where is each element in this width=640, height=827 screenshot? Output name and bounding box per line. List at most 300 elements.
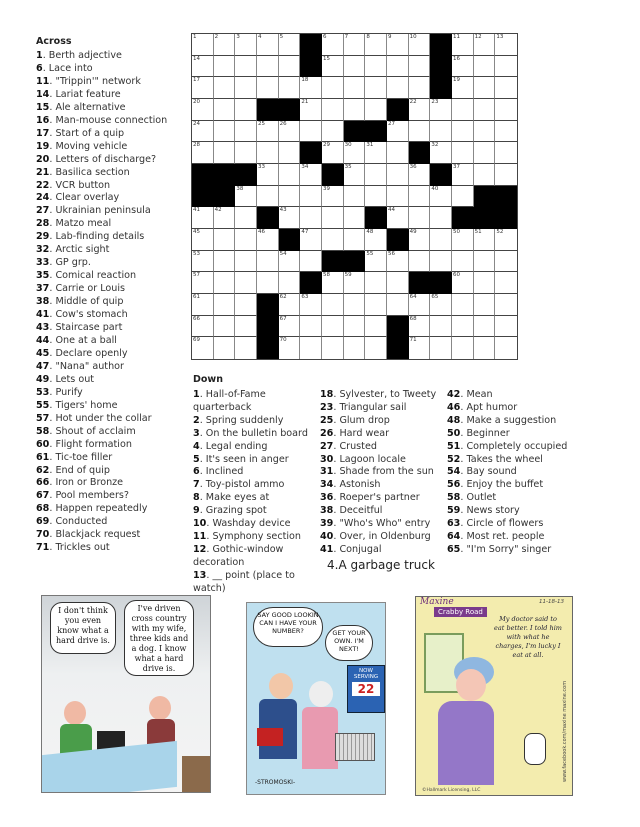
grid-cell[interactable] <box>322 142 344 164</box>
grid-cell[interactable] <box>409 121 431 143</box>
grid-cell[interactable] <box>322 77 344 99</box>
grid-cell[interactable] <box>344 294 366 316</box>
grid-cell[interactable] <box>474 164 496 186</box>
grid-cell[interactable] <box>300 164 322 186</box>
clue-text: . Letters of discharge? <box>49 153 157 165</box>
cell-number: 2 <box>214 34 219 40</box>
grid-cell[interactable] <box>344 164 366 186</box>
cell-number: 30 <box>344 142 352 149</box>
clue-item <box>193 492 318 505</box>
grid-cell[interactable] <box>257 77 279 99</box>
clue-text: . Matzo meal <box>49 218 112 230</box>
clue-text: . Man-mouse connection <box>49 114 168 126</box>
grid-cell[interactable] <box>409 99 431 121</box>
grid-cell[interactable] <box>409 164 431 186</box>
grid-cell[interactable] <box>192 77 214 99</box>
grid-cell[interactable] <box>387 186 409 208</box>
grid-cell[interactable] <box>192 142 214 164</box>
grid-cell[interactable] <box>495 229 517 251</box>
grid-cell[interactable] <box>214 121 236 143</box>
down-heading: Down <box>193 374 223 385</box>
black-square <box>279 229 301 251</box>
grid-cell[interactable] <box>452 77 474 99</box>
grid-cell[interactable] <box>235 56 257 78</box>
grid-cell[interactable] <box>257 121 279 143</box>
grid-cell[interactable] <box>365 229 387 251</box>
grid-cell[interactable] <box>495 99 517 121</box>
grid-cell[interactable] <box>235 186 257 208</box>
grid-cell[interactable] <box>387 272 409 294</box>
clue-text: . Hard wear <box>333 427 390 439</box>
clue-number: 11 <box>193 530 207 542</box>
grid-cell[interactable] <box>214 294 236 316</box>
clue-text: . Make a suggestion <box>460 414 557 426</box>
grid-cell[interactable] <box>452 164 474 186</box>
clue-item <box>36 413 186 426</box>
cell-number: 54 <box>279 250 287 257</box>
grid-cell[interactable] <box>235 251 257 273</box>
black-square <box>387 229 409 251</box>
grid-cell[interactable] <box>322 337 344 359</box>
clue-text: . Lets out <box>49 373 95 385</box>
clue-text: . "Trippin'" network <box>49 75 141 87</box>
grid-cell[interactable] <box>279 34 301 56</box>
grid-cell[interactable] <box>365 186 387 208</box>
grid-cell[interactable] <box>409 251 431 273</box>
grid-cell[interactable] <box>452 337 474 359</box>
clue-number: 25 <box>320 414 334 426</box>
grid-cell[interactable] <box>452 34 474 56</box>
grid-cell[interactable] <box>452 251 474 273</box>
grid-cell[interactable] <box>235 272 257 294</box>
grid-cell[interactable] <box>495 337 517 359</box>
cell-number: 53 <box>193 250 200 257</box>
grid-cell[interactable] <box>235 294 257 316</box>
grid-cell[interactable] <box>279 186 301 208</box>
grid-cell[interactable] <box>300 99 322 121</box>
clue-item <box>193 518 318 531</box>
clue-text: . __ point (place to watch) <box>193 569 295 594</box>
grid-cell[interactable] <box>192 207 214 229</box>
clue-item <box>447 389 587 402</box>
grid-cell[interactable] <box>300 121 322 143</box>
grid-cell[interactable] <box>474 229 496 251</box>
grid-cell[interactable] <box>474 337 496 359</box>
black-square <box>257 294 279 316</box>
grid-cell[interactable] <box>322 272 344 294</box>
grid-cell[interactable] <box>495 56 517 78</box>
maxine-dress <box>438 701 494 785</box>
black-square <box>344 121 366 143</box>
grid-cell[interactable] <box>387 34 409 56</box>
grid-cell[interactable] <box>452 186 474 208</box>
grid-cell[interactable] <box>322 294 344 316</box>
speech-bubble: GET YOUR OWN. I'M NEXT! <box>325 625 373 661</box>
grid-cell[interactable] <box>409 186 431 208</box>
cell-number: 26 <box>279 120 287 127</box>
grid-cell[interactable] <box>279 272 301 294</box>
clue-number: 65 <box>447 543 461 555</box>
grid-cell[interactable] <box>344 142 366 164</box>
speech-bubble: I don't think you even know what a hard drive is. <box>50 602 116 654</box>
grid-cell[interactable] <box>300 316 322 338</box>
grid-cell[interactable] <box>474 56 496 78</box>
grid-cell[interactable] <box>452 56 474 78</box>
grid-cell[interactable] <box>387 164 409 186</box>
cell-number: 57 <box>193 272 200 279</box>
grid-cell[interactable] <box>430 337 452 359</box>
clue-item <box>36 128 186 141</box>
grid-cell[interactable] <box>495 251 517 273</box>
grid-cell[interactable] <box>214 229 236 251</box>
clue-number: 43 <box>36 322 50 334</box>
clue-item <box>193 466 318 479</box>
cell-number: 28 <box>193 142 200 149</box>
cell-number: 63 <box>301 293 309 300</box>
grid-cell[interactable] <box>430 142 452 164</box>
grid-cell[interactable] <box>452 142 474 164</box>
grid-cell[interactable] <box>192 294 214 316</box>
grid-cell[interactable] <box>322 34 344 56</box>
shopping-basket <box>257 728 283 746</box>
grid-cell[interactable] <box>344 272 366 294</box>
grid-cell[interactable] <box>235 99 257 121</box>
grid-cell[interactable] <box>235 337 257 359</box>
grid-cell[interactable] <box>387 142 409 164</box>
clue-text: . Legal ending <box>199 440 268 452</box>
clue-number: 42 <box>447 389 461 400</box>
grid-cell[interactable] <box>214 77 236 99</box>
grid-cell[interactable] <box>279 56 301 78</box>
grid-cell[interactable] <box>365 142 387 164</box>
grid-cell[interactable] <box>300 251 322 273</box>
cell-number: 40 <box>431 185 439 192</box>
grid-cell[interactable] <box>257 34 279 56</box>
clue-number: 58 <box>36 425 50 437</box>
grid-cell[interactable] <box>474 77 496 99</box>
grid-cell[interactable] <box>387 207 409 229</box>
clue-number: 31 <box>320 466 334 478</box>
clue-text: . Middle of quip <box>49 296 124 308</box>
grid-cell[interactable] <box>452 229 474 251</box>
clue-item <box>193 454 318 467</box>
now-serving-cartoon <box>246 602 386 795</box>
grid-cell[interactable] <box>452 316 474 338</box>
grid-cell[interactable] <box>300 186 322 208</box>
clue-item <box>320 531 445 544</box>
clue-item <box>447 454 587 467</box>
grid-cell[interactable] <box>257 251 279 273</box>
grid-cell[interactable] <box>452 294 474 316</box>
strip-title: Crabby Road <box>434 607 487 617</box>
grid-cell[interactable] <box>495 316 517 338</box>
clue-text: . Hall-of-Fame quarterback <box>193 389 266 413</box>
grid-cell[interactable] <box>344 99 366 121</box>
grid-cell[interactable] <box>344 77 366 99</box>
grid-cell[interactable] <box>257 164 279 186</box>
grid-cell[interactable] <box>279 294 301 316</box>
clue-text: . Deceitful <box>333 505 383 517</box>
clue-item <box>36 63 186 76</box>
grid-cell[interactable] <box>344 186 366 208</box>
grid-cell[interactable] <box>452 121 474 143</box>
clue-item <box>36 89 186 102</box>
clue-item <box>320 389 445 402</box>
grid-cell[interactable] <box>409 337 431 359</box>
grid-cell[interactable] <box>322 207 344 229</box>
clue-text: . Symphony section <box>206 530 301 542</box>
grid-cell[interactable] <box>409 229 431 251</box>
clue-item <box>320 492 445 505</box>
grid-cell[interactable] <box>235 34 257 56</box>
grid-cell[interactable] <box>235 121 257 143</box>
grid-cell[interactable] <box>409 34 431 56</box>
grid-cell[interactable] <box>192 99 214 121</box>
grid-cell[interactable] <box>344 34 366 56</box>
man-head <box>149 696 171 720</box>
grid-cell[interactable] <box>322 316 344 338</box>
caption: My doctor said to eat better. I told him with what he charges, I'm lucky I eat at all. <box>494 615 562 659</box>
grid-cell[interactable] <box>257 229 279 251</box>
grid-cell[interactable] <box>452 99 474 121</box>
grid-cell[interactable] <box>495 121 517 143</box>
grid-cell[interactable] <box>322 99 344 121</box>
clue-item <box>320 454 445 467</box>
grid-cell[interactable] <box>474 251 496 273</box>
clue-item <box>36 50 186 63</box>
cell-number: 66 <box>193 315 200 322</box>
grid-cell[interactable] <box>365 99 387 121</box>
grid-cell[interactable] <box>495 142 517 164</box>
black-square <box>257 316 279 338</box>
grid-cell[interactable] <box>387 121 409 143</box>
grid-cell[interactable] <box>300 229 322 251</box>
grid-cell[interactable] <box>192 56 214 78</box>
across-clues <box>36 36 186 555</box>
clue-number: 56 <box>447 479 461 491</box>
grid-cell[interactable] <box>279 164 301 186</box>
grid-cell[interactable] <box>365 316 387 338</box>
grid-cell[interactable] <box>344 337 366 359</box>
grid-cell[interactable] <box>257 186 279 208</box>
grid-cell[interactable] <box>495 272 517 294</box>
grid-cell[interactable] <box>322 121 344 143</box>
grid-cell[interactable] <box>452 272 474 294</box>
grid-cell[interactable] <box>279 142 301 164</box>
clue-text: . Completely occupied <box>460 440 568 452</box>
black-square <box>257 99 279 121</box>
grid-cell[interactable] <box>430 229 452 251</box>
grid-cell[interactable] <box>235 207 257 229</box>
grid-cell[interactable] <box>279 316 301 338</box>
grid-cell[interactable] <box>365 77 387 99</box>
grid-cell[interactable] <box>409 294 431 316</box>
cell-number: 36 <box>409 163 417 170</box>
clue-text: . Takes the wheel <box>460 453 543 465</box>
grid-cell[interactable] <box>214 142 236 164</box>
grid-cell[interactable] <box>430 294 452 316</box>
clue-text: . Basilica section <box>49 166 130 178</box>
grid-cell[interactable] <box>300 207 322 229</box>
clue-number: 16 <box>36 114 50 126</box>
grid-cell[interactable] <box>495 164 517 186</box>
cell-number: 33 <box>257 163 265 170</box>
grid-cell[interactable] <box>474 99 496 121</box>
grid-cell[interactable] <box>365 56 387 78</box>
black-square <box>279 99 301 121</box>
grid-cell[interactable] <box>192 272 214 294</box>
grid-cell[interactable] <box>300 294 322 316</box>
grid-cell[interactable] <box>474 142 496 164</box>
grid-cell[interactable] <box>365 294 387 316</box>
black-square <box>192 164 214 186</box>
clue-text: . Most ret. people <box>460 530 545 542</box>
grid-cell[interactable] <box>387 56 409 78</box>
speech-bubble: SAY GOOD LOOKIN CAN I HAVE YOUR NUMBER? <box>253 607 323 647</box>
cell-number: 52 <box>496 228 504 235</box>
black-square <box>430 272 452 294</box>
clue-item <box>36 102 186 115</box>
grid-cell[interactable] <box>430 316 452 338</box>
grid-cell[interactable] <box>365 272 387 294</box>
grid-cell[interactable] <box>430 99 452 121</box>
black-square <box>474 207 496 229</box>
grid-cell[interactable] <box>474 316 496 338</box>
grid-cell[interactable] <box>409 77 431 99</box>
grid-cell[interactable] <box>365 251 387 273</box>
grid-cell[interactable] <box>192 34 214 56</box>
grid-cell[interactable] <box>474 121 496 143</box>
grid-cell[interactable] <box>409 316 431 338</box>
grid-cell[interactable] <box>495 34 517 56</box>
black-square <box>344 251 366 273</box>
black-square <box>430 77 452 99</box>
grid-cell[interactable] <box>235 142 257 164</box>
clue-item <box>36 335 186 348</box>
cell-number: 44 <box>387 207 395 214</box>
cell-number: 18 <box>301 77 309 84</box>
clue-text: . Ukrainian peninsula <box>49 205 151 217</box>
grid-cell[interactable] <box>300 77 322 99</box>
grid-cell[interactable] <box>409 207 431 229</box>
clue-item <box>193 441 318 454</box>
grid-cell[interactable] <box>365 164 387 186</box>
grid-cell[interactable] <box>495 294 517 316</box>
grid-cell[interactable] <box>192 229 214 251</box>
grid-cell[interactable] <box>344 316 366 338</box>
grid-cell[interactable] <box>387 77 409 99</box>
grid-cell[interactable] <box>192 337 214 359</box>
clue-item <box>447 544 587 557</box>
grid-cell[interactable] <box>279 77 301 99</box>
grid-cell[interactable] <box>387 251 409 273</box>
clue-number: 18 <box>320 389 334 400</box>
black-square <box>192 186 214 208</box>
clue-text: . Shout of acclaim <box>49 425 136 437</box>
grid-cell[interactable] <box>322 56 344 78</box>
grid-cell[interactable] <box>257 56 279 78</box>
grid-cell[interactable] <box>214 272 236 294</box>
across-clue-list <box>36 50 186 555</box>
grid-cell[interactable] <box>235 77 257 99</box>
grid-cell[interactable] <box>430 186 452 208</box>
cell-number: 49 <box>409 228 417 235</box>
clue-text: . Conducted <box>49 516 108 528</box>
grid-cell[interactable] <box>430 207 452 229</box>
grid-cell[interactable] <box>214 316 236 338</box>
grid-cell[interactable] <box>474 272 496 294</box>
grid-cell[interactable] <box>257 142 279 164</box>
side-text: www.facebook.com/maxine maxine.com <box>562 680 568 782</box>
cell-number: 4 <box>257 34 262 40</box>
clue-item <box>320 466 445 479</box>
clue-item <box>36 218 186 231</box>
clue-item <box>320 544 445 557</box>
clue-item <box>193 544 318 570</box>
floor <box>182 756 211 793</box>
cell-number: 13 <box>496 34 504 40</box>
cell-number: 60 <box>452 272 460 279</box>
grid-cell[interactable] <box>235 316 257 338</box>
clue-number: 66 <box>36 477 50 489</box>
black-square <box>409 142 431 164</box>
clue-number: 54 <box>447 466 461 478</box>
grid-cell[interactable] <box>430 251 452 273</box>
crossword-grid <box>191 33 518 360</box>
clue-number: 13 <box>193 569 207 581</box>
clue-number: 67 <box>36 490 50 502</box>
grid-cell[interactable] <box>214 34 236 56</box>
grid-cell[interactable] <box>344 56 366 78</box>
grid-cell[interactable] <box>365 34 387 56</box>
clue-number: 5 <box>193 453 200 465</box>
grid-cell[interactable] <box>192 316 214 338</box>
clue-text: . Washday device <box>206 518 291 530</box>
grid-cell[interactable] <box>192 251 214 273</box>
grid-cell[interactable] <box>474 294 496 316</box>
grid-cell[interactable] <box>279 251 301 273</box>
grid-cell[interactable] <box>344 229 366 251</box>
grid-cell[interactable] <box>365 337 387 359</box>
grid-cell[interactable] <box>430 121 452 143</box>
cell-number: 6 <box>322 34 327 40</box>
grid-cell[interactable] <box>192 121 214 143</box>
grid-cell[interactable] <box>344 207 366 229</box>
grid-cell[interactable] <box>322 229 344 251</box>
clue-item <box>447 505 587 518</box>
grid-cell[interactable] <box>279 207 301 229</box>
grid-cell[interactable] <box>214 56 236 78</box>
clue-text: . Bay sound <box>460 466 517 478</box>
grid-cell[interactable] <box>322 186 344 208</box>
grid-cell[interactable] <box>495 77 517 99</box>
grid-cell[interactable] <box>214 207 236 229</box>
grid-cell[interactable] <box>300 337 322 359</box>
grid-cell[interactable] <box>214 99 236 121</box>
grid-cell[interactable] <box>257 272 279 294</box>
clue-number: 46 <box>447 401 461 413</box>
grid-cell[interactable] <box>387 294 409 316</box>
grid-cell[interactable] <box>214 337 236 359</box>
down-clues-col-2 <box>320 389 445 557</box>
grid-cell[interactable] <box>279 121 301 143</box>
grid-cell[interactable] <box>279 337 301 359</box>
grid-cell[interactable] <box>235 229 257 251</box>
grid-cell[interactable] <box>474 34 496 56</box>
grid-cell[interactable] <box>214 251 236 273</box>
clue-number: 28 <box>36 218 50 230</box>
grid-cell[interactable] <box>409 56 431 78</box>
